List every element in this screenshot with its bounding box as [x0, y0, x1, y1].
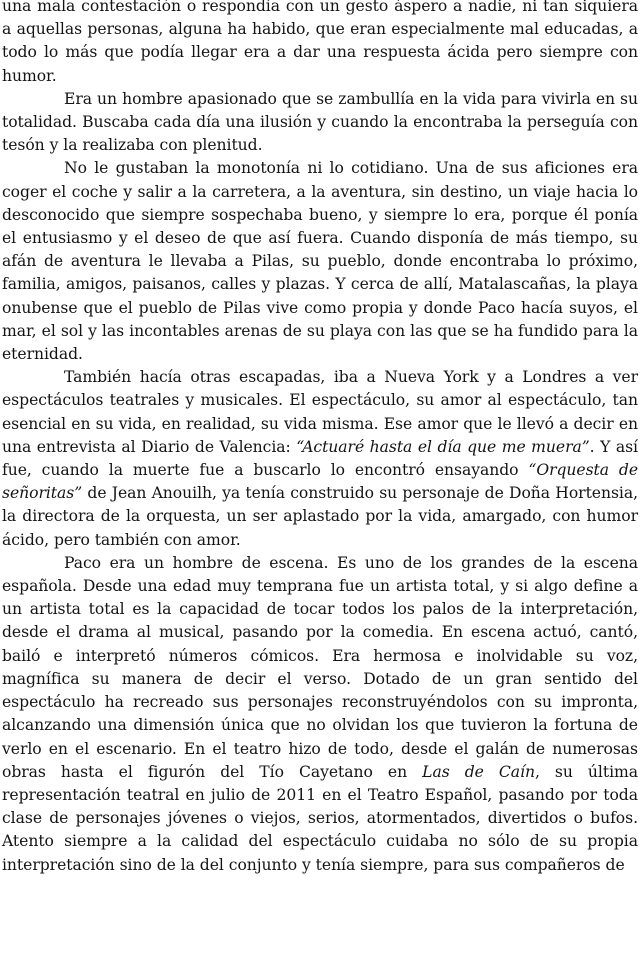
quote-actuare: “Actuaré hasta el día que me muera”: [296, 437, 590, 456]
paragraph-5: [2, 552, 638, 877]
paragraph-4-text: También hacía otras escapadas, iba a Nueva York y a Londres a ver espectáculos teatrales y musicales. El espectáculo, su amor al espectáculo, tan esencial en su vida, en realidad, su vida misma. Ese amor que le llevó a decir en una entrevista al Diario de Valencia:: [2, 368, 638, 456]
paragraph-3-text: No le gustaban la monotonía ni lo cotidiano. Una de sus aficiones era coger el coche y salir a la carretera, a la aventura, sin destino, un viaje hacia lo desconocido que siempre sospechaba bueno, y siempre lo era, porque él ponía el entusiasmo y el deseo de que así fuera. Cuando disponía de más tiempo, su afán de aventura le llevaba a Pilas, su pueblo, donde encontraba lo próximo, familia, amigos, paisanos, calles y plazas. Y cerca de allí, Matalascañas, la playa onubense que el pueblo de Pilas vive como propia y donde Paco hacía suyos, el mar, el sol y las incontables arenas de su playa con las que se ha fundido para la eternidad.: [2, 159, 638, 364]
paragraph-5-text-end: , su última representación teatral en julio de 2011 en el Teatro Español, pasando por toda clase de personajes jóvenes o viejos, serios, atormentados, divertidos o bufos. Atento siempre a la calidad del espectáculo cuidaba no sólo de su propia interpretación sino de la del conjunto y tenía siempre, para sus compañeros de: [2, 762, 638, 874]
play-title-las-de-cain: Las de Caín: [422, 762, 535, 781]
paragraph-1-text: una mala contestación o respondía con un gesto áspero a nadie, ni tan siquiera a aquellas personas, alguna ha habido, que eran especialmente mal educadas, a todo lo más que podía llegar era a dar una respuesta ácida pero siempre con humor.: [2, 0, 638, 85]
paragraph-1: [2, 0, 638, 88]
play-title-orquesta: “Orquesta de señoritas”: [2, 461, 638, 503]
paragraph-2-text: Era un hombre apasionado que se zambullía en la vida para vivirla en su totalidad. Buscaba cada día una ilusión y cuando la encontraba la perseguía con tesón y la realizaba con plenitud.: [2, 89, 638, 155]
paragraph-4: [2, 366, 638, 552]
paragraph-4-text-continued: . Y así fue, cuando la muerte fue a buscarlo lo encontró ensayando: [2, 437, 638, 480]
paragraph-5-text: Paco era un hombre de escena. Es uno de los grandes de la escena española. Desde una edad muy temprana fue un artista total, y si algo define a un artista total es la capacidad de tocar todos los palos de la interpretación, desde el drama al musical, pasando por la comedia. En escena actuó, cantó, bailó e interpretó números cómicos. Era hermosa e inolvidable su voz, magnífica su manera de decir el verso. Dotado de un gran sentido del espectáculo ha recreado sus personajes reconstruyéndolos con su impronta, alcanzando una dimensión única que no olvidan los que tuvieron la fortuna de verlo en el escenario. En el teatro hizo de todo, desde el galán de numerosas obras hasta el figurón del Tío Cayetano en: [2, 553, 638, 781]
paragraph-3: [2, 157, 638, 366]
paragraph-4-text-end: de Jean Anouilh, ya tenía construido su personaje de Doña Hortensia, la directora de la orquesta, un ser aplastado por la vida, amargado, con humor ácido, pero también con amor.: [2, 484, 638, 549]
paragraph-2: [2, 88, 638, 158]
